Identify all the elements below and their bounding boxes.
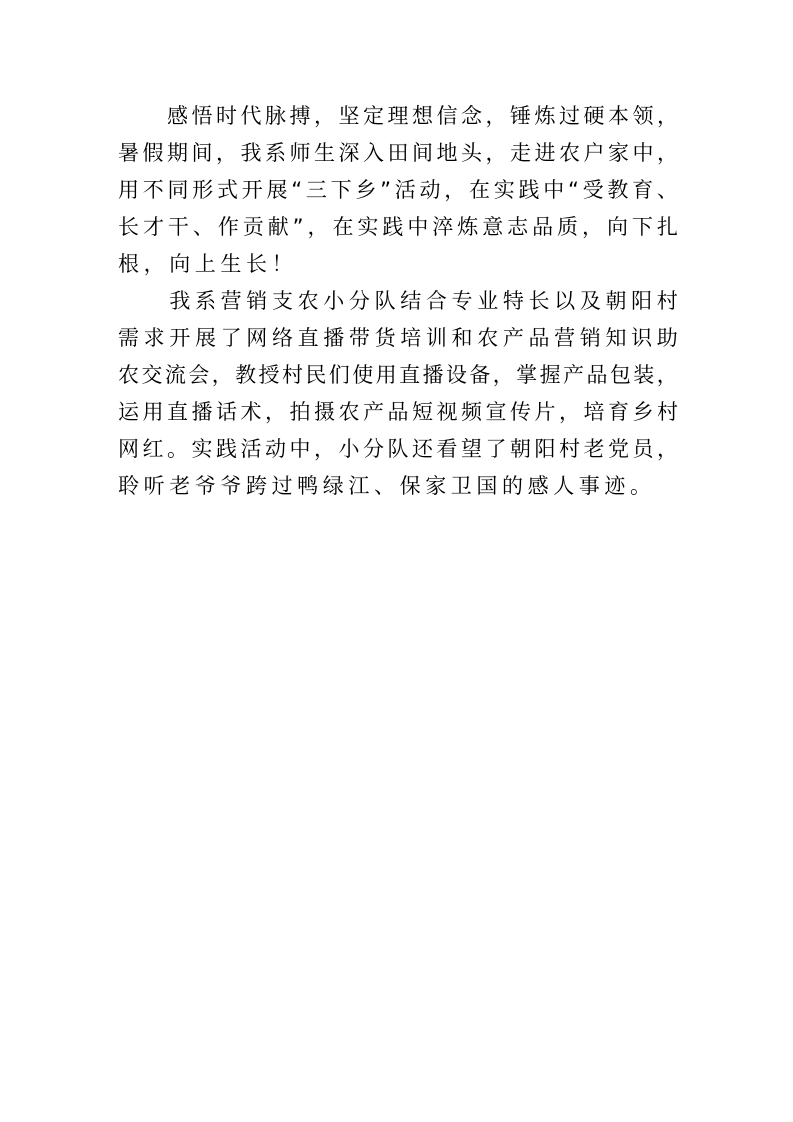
- text-line: 根，向上生长！: [118, 252, 298, 276]
- text-line: 运 用 直 播 话 术 ， 拍 摄 农 产 品 短 视 频 宣 传 片 ， 培 育 乡 村: [118, 400, 678, 424]
- text-line: 用 不 同 形 式 开 展 “ 三 下 乡 ” 活 动 ， 在 实 践 中 “ 受 教 育 、: [118, 178, 678, 202]
- text-line: 需 求 开 展 了 网 络 直 播 带 货 培 训 和 农 产 品 营 销 知 识 助: [118, 326, 678, 350]
- text-line: 聆听老爷爷跨过鸭绿江、保家卫国的感人事迹。: [118, 474, 656, 498]
- text-line: 我 系 营 销 支 农 小 分 队 结 合 专 业 特 长 以 及 朝 阳 村: [169, 289, 678, 313]
- text-line: 网 红 。 实 践 活 动 中 ， 小 分 队 还 看 望 了 朝 阳 村 老 党 员 ，: [118, 437, 678, 461]
- paragraph-2: [118, 283, 678, 505]
- text-line: 感 悟 时 代 脉 搏 ， 坚 定 理 想 信 念 ， 锤 炼 过 硬 本 领 ，: [167, 104, 678, 128]
- document-body: [118, 98, 678, 505]
- text-line: 长 才 干 、 作 贡 献 ” ， 在 实 践 中 淬 炼 意 志 品 质 ， 向 下 扎: [118, 215, 678, 239]
- text-line: 暑 假 期 间 ， 我 系 师 生 深 入 田 间 地 头 ， 走 进 农 户 家 中 ，: [118, 141, 678, 165]
- paragraph-1: [118, 98, 678, 283]
- text-line: 农 交 流 会 ， 教 授 村 民 们 使 用 直 播 设 备 ， 掌 握 产 品 包 装 ，: [118, 363, 678, 387]
